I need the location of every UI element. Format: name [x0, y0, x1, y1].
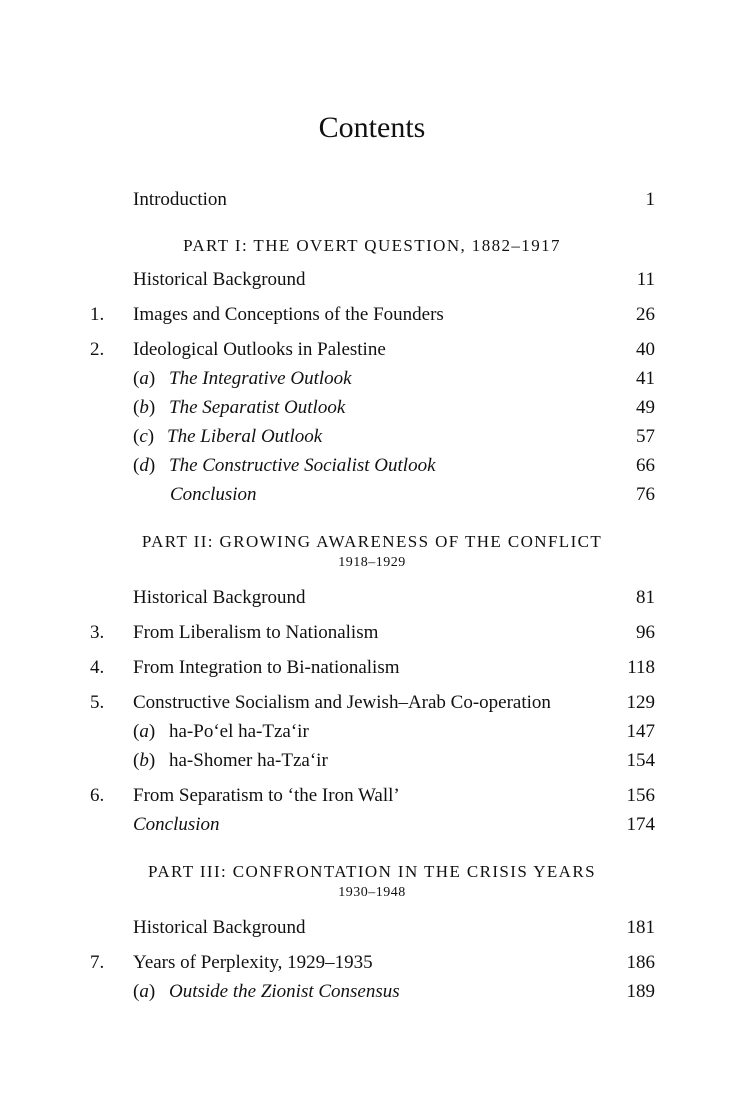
entry-label: The Separatist Outlook	[169, 397, 346, 418]
toc-subentry[interactable]	[0, 424, 744, 450]
entry-page: 181	[626, 917, 655, 938]
entry-label: Constructive Socialism and Jewish–Arab Co-operation	[133, 692, 551, 713]
toc-entry-conclusion[interactable]	[0, 482, 744, 508]
part-heading-2: PART II: GROWING AWARENESS OF THE CONFLICT	[141, 532, 603, 551]
part-heading-3: PART III: CONFRONTATION IN THE CRISIS YEARS	[148, 862, 596, 881]
entry-page: 1	[645, 189, 655, 210]
part-years-3: 1930–1948	[338, 885, 406, 900]
entry-tag: (b)	[133, 397, 156, 418]
entry-label: Years of Perplexity, 1929–1935	[133, 952, 373, 973]
toc-entry-chapter-7[interactable]	[0, 950, 744, 976]
entry-page: 41	[636, 368, 655, 389]
page-title: Contents	[318, 111, 426, 144]
entry-number: 7.	[90, 952, 105, 973]
entry-label: ha-Po‘el ha-Tza‘ir	[169, 721, 309, 742]
entry-label: ha-Shomer ha-Tza‘ir	[169, 750, 328, 771]
entry-page: 49	[636, 397, 655, 418]
toc-subentry[interactable]	[0, 366, 744, 392]
entry-label: Historical Background	[133, 917, 306, 938]
entry-number: 4.	[90, 657, 105, 678]
toc-entry[interactable]	[0, 915, 744, 941]
entry-tag: (c)	[133, 426, 155, 447]
toc-subentry[interactable]	[0, 748, 744, 774]
entry-page: 40	[636, 339, 655, 360]
toc-entry[interactable]	[0, 585, 744, 611]
entry-tag: (a)	[133, 368, 156, 389]
entry-label: Introduction	[133, 189, 227, 210]
entry-label: From Integration to Bi-nationalism	[133, 657, 400, 678]
entry-page: 81	[636, 587, 655, 608]
entry-tag: (b)	[133, 750, 156, 771]
entry-label: Conclusion	[170, 484, 257, 505]
entry-page: 189	[626, 981, 655, 1002]
entry-number: 3.	[90, 622, 105, 643]
entry-page: 174	[626, 814, 655, 835]
entry-label: Ideological Outlooks in Palestine	[133, 339, 386, 360]
toc-entry-conclusion[interactable]	[0, 812, 744, 838]
entry-label: The Liberal Outlook	[167, 426, 323, 447]
toc-entry-chapter-3[interactable]	[0, 620, 744, 646]
entry-label: Outside the Zionist Consensus	[169, 981, 400, 1002]
entry-label: Historical Background	[133, 587, 306, 608]
entry-page: 147	[626, 721, 655, 742]
toc-subentry[interactable]	[0, 719, 744, 745]
entry-page: 186	[626, 952, 655, 973]
entry-tag: (d)	[133, 455, 156, 476]
entry-number: 2.	[90, 339, 105, 360]
entry-page: 76	[636, 484, 655, 505]
entry-label: Conclusion	[133, 814, 220, 835]
entry-label: From Liberalism to Nationalism	[133, 622, 379, 643]
part-years-2: 1918–1929	[338, 555, 406, 570]
part-heading-1: PART I: THE OVERT QUESTION, 1882–1917	[183, 236, 561, 255]
entry-page: 96	[636, 622, 655, 643]
toc-subentry[interactable]	[0, 453, 744, 479]
entry-page: 156	[626, 785, 655, 806]
entry-page: 26	[636, 304, 655, 325]
toc-subentry[interactable]	[0, 395, 744, 421]
entry-page: 154	[626, 750, 655, 771]
toc-entry-chapter-5[interactable]	[0, 690, 744, 716]
entry-tag: (a)	[133, 981, 156, 1002]
entry-page: 11	[636, 269, 655, 290]
entry-label: The Constructive Socialist Outlook	[169, 455, 436, 476]
entry-page: 57	[636, 426, 655, 447]
entry-label: From Separatism to ‘the Iron Wall’	[133, 785, 400, 806]
entry-number: 5.	[90, 692, 105, 713]
toc-entry-chapter-4[interactable]	[0, 655, 744, 681]
entry-page: 118	[627, 657, 655, 678]
toc-subentry[interactable]	[0, 979, 744, 1005]
toc-entry[interactable]	[0, 267, 744, 293]
entry-number: 6.	[90, 785, 105, 806]
toc-entry-chapter-2[interactable]	[0, 337, 744, 363]
entry-label: The Integrative Outlook	[169, 368, 352, 389]
toc-entry-chapter-1[interactable]	[0, 302, 744, 328]
toc-entry-introduction[interactable]	[0, 187, 744, 213]
entry-page: 129	[626, 692, 655, 713]
entry-label: Historical Background	[133, 269, 306, 290]
entry-number: 1.	[90, 304, 105, 325]
entry-tag: (a)	[133, 721, 156, 742]
entry-label: Images and Conceptions of the Founders	[133, 304, 444, 325]
entry-page: 66	[636, 455, 655, 476]
toc-entry-chapter-6[interactable]	[0, 783, 744, 809]
